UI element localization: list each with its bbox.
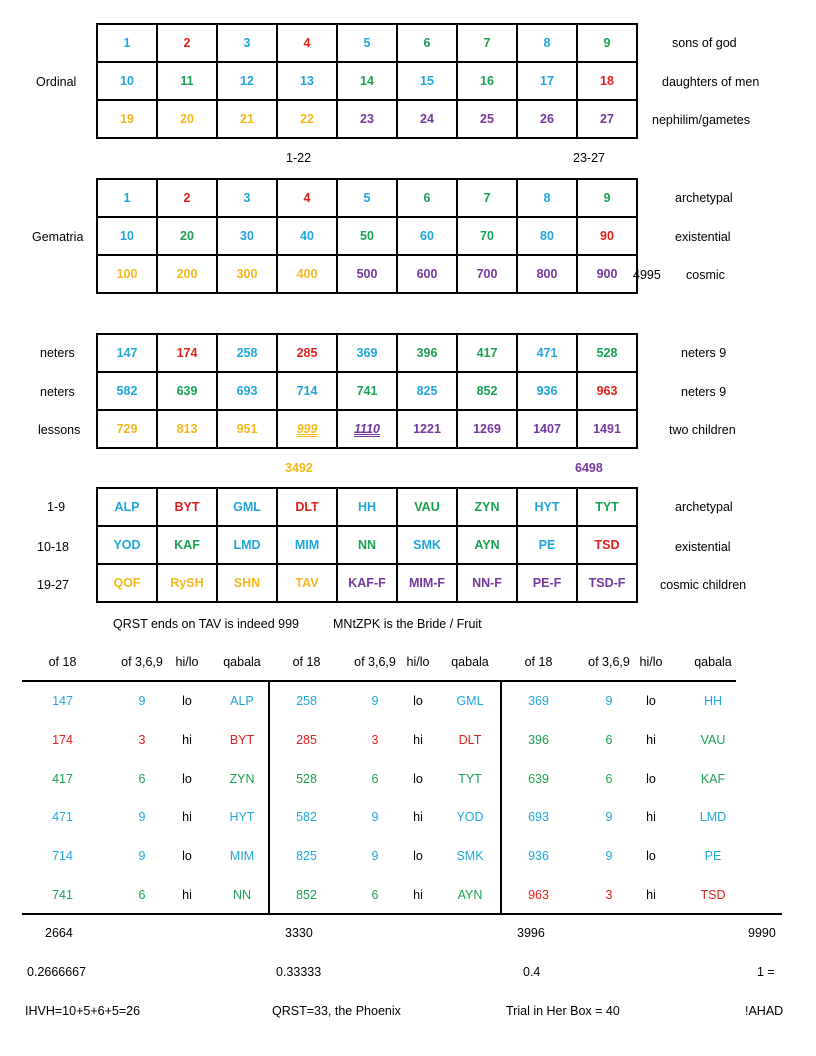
column-header: of 3,6,9 (121, 655, 163, 669)
neters-cell: 693 (217, 372, 277, 410)
ordinal-cell: 8 (517, 24, 577, 62)
letters-row-1 (97, 488, 637, 526)
table-cell: KAF (700, 772, 726, 786)
neters-cell: 147 (97, 334, 157, 372)
header-divider (22, 680, 736, 682)
ordinal-cell: 20 (157, 100, 217, 138)
table-cell: 825 (296, 849, 317, 863)
ratio-3: 0.4 (523, 965, 541, 979)
letters-cell: PE (517, 526, 577, 564)
table-cell: 417 (52, 772, 73, 786)
letters-cell: TSD (577, 526, 637, 564)
neters-row-3 (97, 410, 637, 448)
table-cell: ZYN (229, 772, 255, 786)
letters-row-3 (97, 564, 637, 602)
table-cell: lo (646, 849, 656, 863)
gematria-sum: 4995 (633, 268, 661, 282)
total-1: 2664 (45, 926, 73, 940)
neters-cell: 417 (457, 334, 517, 372)
ordinal-cell: 23 (337, 100, 397, 138)
ordinal-cell: 17 (517, 62, 577, 100)
gematria-row-1 (97, 179, 637, 217)
table-cell: lo (646, 694, 656, 708)
neters-cell: 825 (397, 372, 457, 410)
table-cell: hi (182, 888, 192, 902)
neters-row-2-desc: neters 9 (681, 385, 727, 399)
table-cell: HH (703, 694, 723, 708)
table-cell: hi (413, 810, 423, 824)
table-cell: hi (646, 733, 656, 747)
table-cell: hi (182, 733, 192, 747)
neters-cell: 1491 (577, 410, 637, 448)
total-2: 3330 (285, 926, 313, 940)
letters-cell: DLT (277, 488, 337, 526)
table-cell: 369 (528, 694, 549, 708)
table-cell: 258 (296, 694, 317, 708)
ordinal-range-left: 1-22 (286, 151, 312, 165)
column-header: of 3,6,9 (588, 655, 630, 669)
letters-row-2 (97, 526, 637, 564)
letters-cell: LMD (217, 526, 277, 564)
table-cell: 936 (528, 849, 549, 863)
neters-cell: 1407 (517, 410, 577, 448)
table-cell: YOD (456, 810, 484, 824)
ratio-2: 0.33333 (276, 965, 322, 979)
neters-cell: 813 (157, 410, 217, 448)
gematria-cell: 1 (97, 179, 157, 217)
table-cell: 6 (605, 733, 613, 747)
neters-cell: 174 (157, 334, 217, 372)
table-cell: hi (646, 810, 656, 824)
letters-row-1-label: 1-9 (47, 500, 66, 514)
letters-cell: NN (337, 526, 397, 564)
letters-cell: NN-F (457, 564, 517, 602)
column-header: qabala (694, 655, 732, 669)
table-cell: MIM (229, 849, 255, 863)
neters-cell: 714 (277, 372, 337, 410)
gematria-cell: 600 (397, 255, 457, 293)
letters-cell: KAF (157, 526, 217, 564)
table-cell: lo (413, 772, 423, 786)
ordinal-cell: 10 (97, 62, 157, 100)
ordinal-cell: 6 (397, 24, 457, 62)
ordinal-cell: 9 (577, 24, 637, 62)
table-cell: 9 (138, 810, 146, 824)
table-cell: 639 (528, 772, 549, 786)
column-header: qabala (223, 655, 261, 669)
ordinal-row-2 (97, 62, 637, 100)
neters-cell: 639 (157, 372, 217, 410)
letters-cell: SHN (217, 564, 277, 602)
neters-cell: 729 (97, 410, 157, 448)
ordinal-cell: 19 (97, 100, 157, 138)
note-mntzpk: MNtZPK is the Bride / Fruit (333, 617, 482, 631)
footer-trial: Trial in Her Box = 40 (506, 1004, 620, 1018)
table-cell: 6 (605, 772, 613, 786)
table-cell: 6 (138, 888, 146, 902)
table-cell: 6 (138, 772, 146, 786)
column-header: of 3,6,9 (354, 655, 396, 669)
ordinal-cell: 11 (157, 62, 217, 100)
ordinal-cell: 24 (397, 100, 457, 138)
ordinal-row-1-desc: sons of god (672, 36, 737, 50)
ordinal-cell: 26 (517, 100, 577, 138)
neters-row-2-label: neters (40, 385, 75, 399)
table-cell: 396 (528, 733, 549, 747)
ordinal-cell: 3 (217, 24, 277, 62)
gematria-cell: 300 (217, 255, 277, 293)
neters-row-3-desc: two children (669, 423, 736, 437)
ordinal-cell: 21 (217, 100, 277, 138)
table-cell: 147 (52, 694, 73, 708)
table-cell: lo (646, 772, 656, 786)
column-header: qabala (451, 655, 489, 669)
column-group-divider (268, 680, 270, 914)
ordinal-cell: 22 (277, 100, 337, 138)
table-cell: 9 (605, 810, 613, 824)
table-cell: TSD (700, 888, 726, 902)
neters-cell: 396 (397, 334, 457, 372)
table-cell: VAU (700, 733, 726, 747)
table-cell: 9 (138, 849, 146, 863)
table-cell: 3 (371, 733, 379, 747)
table-cell: 9 (371, 694, 379, 708)
letters-row-2-label: 10-18 (37, 540, 69, 554)
neters-cell: 285 (277, 334, 337, 372)
neters-row-2 (97, 372, 637, 410)
letters-cell: KAF-F (337, 564, 397, 602)
table-cell: TYT (458, 772, 482, 786)
neters-cell: 963 (577, 372, 637, 410)
ordinal-cell: 27 (577, 100, 637, 138)
letters-cell: QOF (97, 564, 157, 602)
neters-cell: 1110 (337, 410, 397, 448)
gematria-cell: 9 (577, 179, 637, 217)
column-header: of 18 (524, 655, 553, 669)
neters-cell: 936 (517, 372, 577, 410)
ordinal-row-3-desc: nephilim/gametes (652, 113, 750, 127)
letters-cell: ZYN (457, 488, 517, 526)
gematria-cell: 4 (277, 179, 337, 217)
gematria-cell: 70 (457, 217, 517, 255)
ordinal-cell: 13 (277, 62, 337, 100)
gematria-cell: 5 (337, 179, 397, 217)
column-group-divider (500, 680, 502, 914)
table-cell: GML (456, 694, 484, 708)
total-3: 3996 (517, 926, 545, 940)
letters-cell: PE-F (517, 564, 577, 602)
table-cell: 285 (296, 733, 317, 747)
neters-cell: 741 (337, 372, 397, 410)
gematria-cell: 90 (577, 217, 637, 255)
neters-cell: 1221 (397, 410, 457, 448)
gematria-label: Gematria (32, 230, 84, 244)
ordinal-row-3 (97, 100, 637, 138)
column-header: hi/lo (406, 655, 430, 669)
letters-row-1-desc: archetypal (675, 500, 733, 514)
table-cell: SMK (456, 849, 484, 863)
table-cell: 174 (52, 733, 73, 747)
letters-row-3-desc: cosmic children (660, 578, 747, 592)
neters-row-3-label: lessons (38, 423, 81, 437)
table-cell: NN (232, 888, 252, 902)
table-cell: 471 (52, 810, 73, 824)
gematria-cell: 6 (397, 179, 457, 217)
letters-table (96, 487, 638, 603)
neters-cell: 471 (517, 334, 577, 372)
table-cell: hi (646, 888, 656, 902)
table-cell: 9 (371, 810, 379, 824)
neters-sum-left: 3492 (285, 461, 313, 475)
gematria-cell: 900 (577, 255, 637, 293)
gematria-cell: 50 (337, 217, 397, 255)
gematria-row-3 (97, 255, 637, 293)
ordinal-cell: 4 (277, 24, 337, 62)
neters-cell: 258 (217, 334, 277, 372)
letters-cell: VAU (397, 488, 457, 526)
column-header: hi/lo (175, 655, 199, 669)
letters-cell: MIM (277, 526, 337, 564)
table-cell: 582 (296, 810, 317, 824)
gematria-cell: 7 (457, 179, 517, 217)
table-cell: 3 (605, 888, 613, 902)
footer-ahad: !AHAD (745, 1004, 784, 1018)
gematria-cell: 20 (157, 217, 217, 255)
ordinal-row-2-desc: daughters of men (662, 75, 760, 89)
table-cell: 3 (138, 733, 146, 747)
table-cell: hi (413, 888, 423, 902)
neters-sum-right: 6498 (575, 461, 603, 475)
ordinal-cell: 7 (457, 24, 517, 62)
neters-cell: 369 (337, 334, 397, 372)
neters-row-1-label: neters (40, 346, 75, 360)
table-cell: 6 (371, 888, 379, 902)
table-cell: lo (413, 849, 423, 863)
letters-cell: MIM-F (397, 564, 457, 602)
gematria-cell: 500 (337, 255, 397, 293)
ordinal-cell: 2 (157, 24, 217, 62)
letters-cell: HYT (517, 488, 577, 526)
letters-cell: YOD (97, 526, 157, 564)
table-cell: BYT (229, 733, 255, 747)
table-cell: 963 (528, 888, 549, 902)
breakdown-table (22, 651, 736, 914)
table-cell: 693 (528, 810, 549, 824)
letters-cell: AYN (457, 526, 517, 564)
gematria-cell: 700 (457, 255, 517, 293)
ordinal-cell: 12 (217, 62, 277, 100)
ordinal-row-1 (97, 24, 637, 62)
ordinal-cell: 15 (397, 62, 457, 100)
table-cell: 741 (52, 888, 73, 902)
gematria-cell: 8 (517, 179, 577, 217)
gematria-cell: 80 (517, 217, 577, 255)
ratio-4: 1 = (757, 965, 775, 979)
table-cell: 714 (52, 849, 73, 863)
gematria-cell: 400 (277, 255, 337, 293)
footer-qrst: QRST=33, the Phoenix (272, 1004, 401, 1018)
gematria-cell: 30 (217, 217, 277, 255)
column-header: hi/lo (639, 655, 663, 669)
gematria-cell: 2 (157, 179, 217, 217)
neters-cell: 582 (97, 372, 157, 410)
column-header: of 18 (292, 655, 321, 669)
table-cell: DLT (458, 733, 482, 747)
ordinal-cell: 1 (97, 24, 157, 62)
gematria-cell: 60 (397, 217, 457, 255)
gematria-cell: 3 (217, 179, 277, 217)
table-cell: hi (413, 733, 423, 747)
letters-row-2-desc: existential (675, 540, 731, 554)
footer-ihvh: IHVH=10+5+6+5=26 (25, 1004, 141, 1018)
gematria-cell: 800 (517, 255, 577, 293)
table-cell: AYN (457, 888, 483, 902)
neters-table (96, 333, 638, 449)
table-cell: hi (182, 810, 192, 824)
gematria-row-2 (97, 217, 637, 255)
table-cell: lo (413, 694, 423, 708)
neters-cell: 951 (217, 410, 277, 448)
neters-cell: 528 (577, 334, 637, 372)
table-cell: 528 (296, 772, 317, 786)
neters-cell: 1269 (457, 410, 517, 448)
gematria-row-1-desc: archetypal (675, 191, 733, 205)
gematria-table (96, 178, 638, 294)
table-cell: ALP (230, 694, 254, 708)
gematria-cell: 10 (97, 217, 157, 255)
table-cell: 9 (138, 694, 146, 708)
total-4: 9990 (748, 926, 776, 940)
table-cell: 9 (371, 849, 379, 863)
letters-cell: ALP (97, 488, 157, 526)
ordinal-label: Ordinal (36, 75, 77, 89)
table-cell: 6 (371, 772, 379, 786)
ordinal-cell: 5 (337, 24, 397, 62)
ratio-1: 0.2666667 (27, 965, 87, 979)
letters-cell: HH (337, 488, 397, 526)
letters-cell: SMK (397, 526, 457, 564)
bottom-divider (22, 913, 782, 915)
table-cell: 9 (605, 694, 613, 708)
letters-cell: GML (217, 488, 277, 526)
letters-cell: TSD-F (577, 564, 637, 602)
letters-cell: TYT (577, 488, 637, 526)
gematria-row-3-desc: cosmic (686, 268, 725, 282)
ordinal-cell: 18 (577, 62, 637, 100)
letters-cell: BYT (157, 488, 217, 526)
neters-row-1 (97, 334, 637, 372)
gematria-cell: 200 (157, 255, 217, 293)
ordinal-cell: 25 (457, 100, 517, 138)
table-cell: PE (704, 849, 722, 863)
table-cell: lo (182, 849, 192, 863)
gematria-cell: 100 (97, 255, 157, 293)
table-cell: LMD (699, 810, 727, 824)
ordinal-cell: 14 (337, 62, 397, 100)
table-cell: 852 (296, 888, 317, 902)
ordinal-cell: 16 (457, 62, 517, 100)
neters-cell: 852 (457, 372, 517, 410)
ordinal-range-right: 23-27 (573, 151, 605, 165)
letters-row-3-label: 19-27 (37, 578, 69, 592)
ordinal-table (96, 23, 638, 139)
table-cell: lo (182, 694, 192, 708)
neters-cell: 999 (277, 410, 337, 448)
column-header: of 18 (48, 655, 77, 669)
neters-row-1-desc: neters 9 (681, 346, 727, 360)
letters-cell: RySH (157, 564, 217, 602)
gematria-cell: 40 (277, 217, 337, 255)
note-qrst: QRST ends on TAV is indeed 999 (113, 617, 299, 631)
table-cell: 9 (605, 849, 613, 863)
table-cell: HYT (229, 810, 255, 824)
letters-cell: TAV (277, 564, 337, 602)
table-cell: lo (182, 772, 192, 786)
gematria-row-2-desc: existential (675, 230, 731, 244)
